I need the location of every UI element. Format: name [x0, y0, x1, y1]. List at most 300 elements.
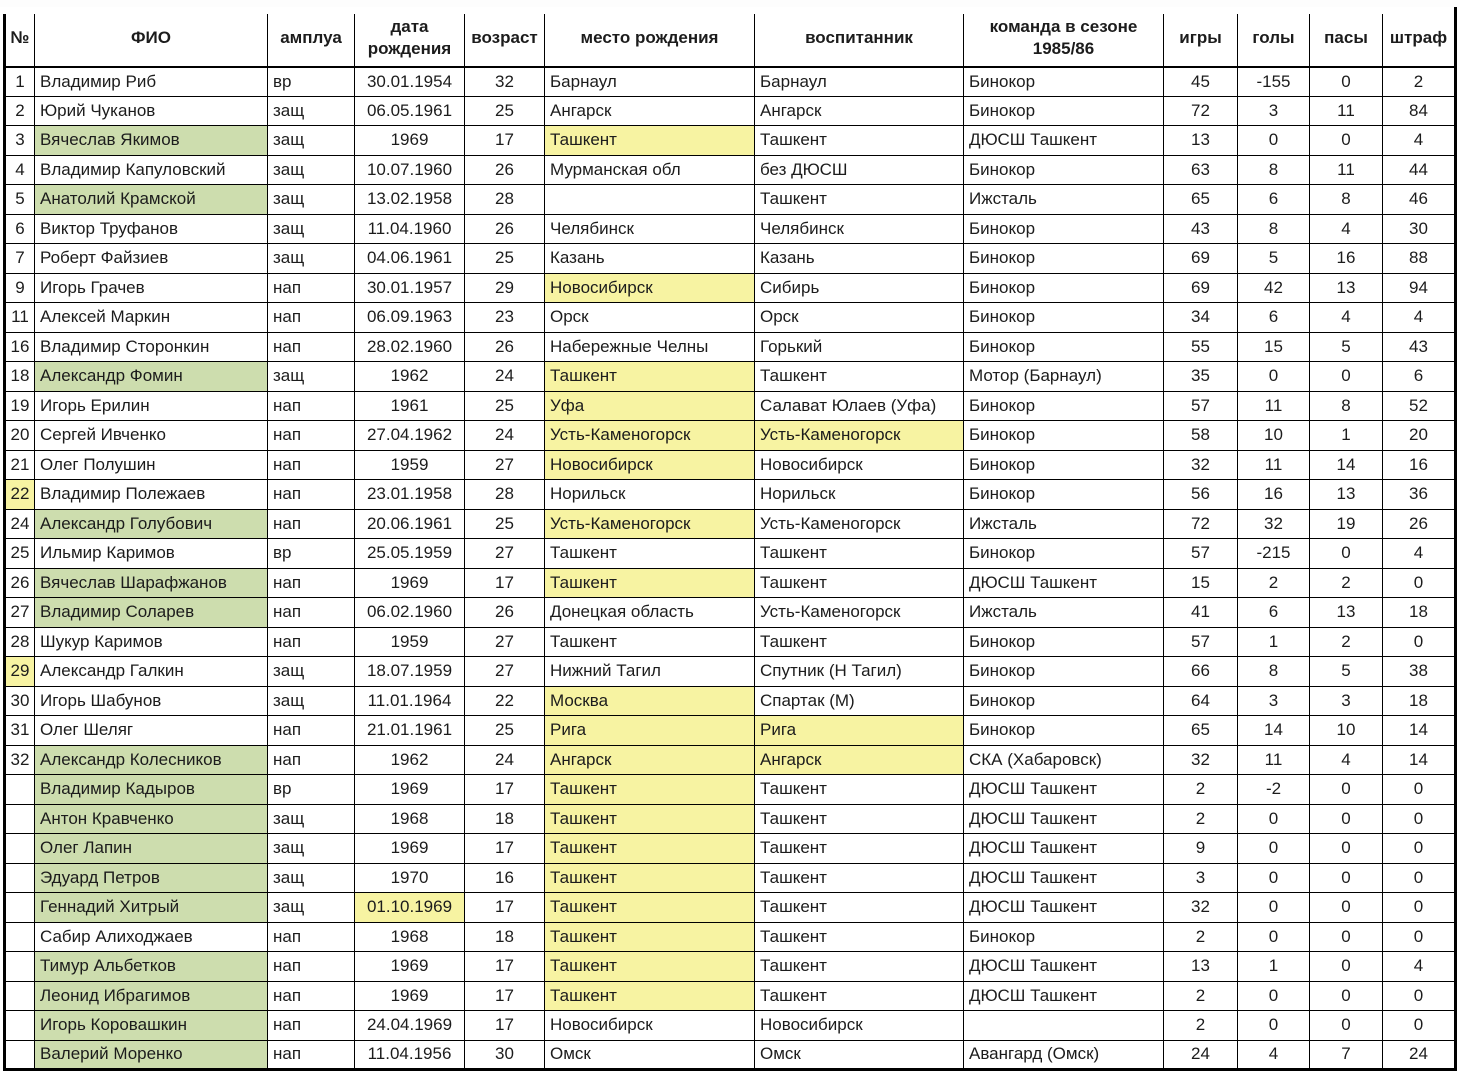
- cell-team[interactable]: ДЮСШ Ташкент: [964, 568, 1164, 598]
- cell-dob[interactable]: 25.05.1959: [355, 539, 465, 569]
- cell-birthplace[interactable]: Орск: [545, 303, 755, 333]
- cell-dob[interactable]: 06.09.1963: [355, 303, 465, 333]
- cell-pos[interactable]: нап: [268, 627, 355, 657]
- cell-dob[interactable]: 18.07.1959: [355, 657, 465, 687]
- cell-assists[interactable]: 8: [1310, 391, 1383, 421]
- cell-birthplace[interactable]: Уфа: [545, 391, 755, 421]
- cell-team[interactable]: Бинокор: [964, 450, 1164, 480]
- cell-age[interactable]: 17: [465, 834, 545, 864]
- cell-goals[interactable]: -215: [1238, 539, 1310, 569]
- cell-assists[interactable]: 0: [1310, 362, 1383, 392]
- col-header-goals[interactable]: голы: [1238, 9, 1310, 67]
- cell-team[interactable]: Бинокор: [964, 627, 1164, 657]
- cell-num[interactable]: 18: [5, 362, 35, 392]
- cell-name[interactable]: Александр Фомин: [35, 362, 268, 392]
- cell-pos[interactable]: защ: [268, 126, 355, 156]
- cell-birthplace[interactable]: Новосибирск: [545, 273, 755, 303]
- cell-pos[interactable]: нап: [268, 981, 355, 1011]
- col-header-age[interactable]: возраст: [465, 9, 545, 67]
- cell-num[interactable]: 7: [5, 244, 35, 274]
- cell-age[interactable]: 25: [465, 96, 545, 126]
- cell-num[interactable]: 6: [5, 214, 35, 244]
- cell-assists[interactable]: 0: [1310, 775, 1383, 805]
- cell-pos[interactable]: нап: [268, 421, 355, 451]
- cell-goals[interactable]: 2: [1238, 568, 1310, 598]
- cell-assists[interactable]: 2: [1310, 627, 1383, 657]
- cell-trainee[interactable]: Ташкент: [755, 834, 964, 864]
- cell-num[interactable]: [5, 804, 35, 834]
- cell-name[interactable]: Игорь Шабунов: [35, 686, 268, 716]
- cell-assists[interactable]: 2: [1310, 568, 1383, 598]
- cell-birthplace[interactable]: Рига: [545, 716, 755, 746]
- cell-dob[interactable]: 30.01.1954: [355, 67, 465, 97]
- cell-team[interactable]: ДЮСШ Ташкент: [964, 893, 1164, 923]
- cell-num[interactable]: 27: [5, 598, 35, 628]
- cell-birthplace[interactable]: Ташкент: [545, 863, 755, 893]
- cell-num[interactable]: [5, 863, 35, 893]
- cell-name[interactable]: Валерий Моренко: [35, 1040, 268, 1070]
- cell-age[interactable]: 26: [465, 598, 545, 628]
- cell-dob[interactable]: 20.06.1961: [355, 509, 465, 539]
- cell-birthplace[interactable]: Ангарск: [545, 96, 755, 126]
- cell-team[interactable]: Авангард (Омск): [964, 1040, 1164, 1070]
- cell-birthplace[interactable]: Ташкент: [545, 362, 755, 392]
- cell-name[interactable]: Антон Кравченко: [35, 804, 268, 834]
- cell-dob[interactable]: 1959: [355, 450, 465, 480]
- cell-dob[interactable]: 11.04.1956: [355, 1040, 465, 1070]
- cell-assists[interactable]: 0: [1310, 67, 1383, 97]
- cell-birthplace[interactable]: Ташкент: [545, 834, 755, 864]
- cell-age[interactable]: 16: [465, 863, 545, 893]
- cell-games[interactable]: 32: [1164, 893, 1238, 923]
- cell-team[interactable]: ДЮСШ Ташкент: [964, 863, 1164, 893]
- cell-age[interactable]: 27: [465, 450, 545, 480]
- cell-dob[interactable]: 1969: [355, 834, 465, 864]
- cell-games[interactable]: 43: [1164, 214, 1238, 244]
- cell-team[interactable]: Ижсталь: [964, 185, 1164, 215]
- cell-games[interactable]: 45: [1164, 67, 1238, 97]
- cell-team[interactable]: Мотор (Барнаул): [964, 362, 1164, 392]
- cell-penalty[interactable]: 88: [1383, 244, 1456, 274]
- cell-num[interactable]: [5, 922, 35, 952]
- cell-team[interactable]: Бинокор: [964, 539, 1164, 569]
- cell-dob[interactable]: 10.07.1960: [355, 155, 465, 185]
- cell-age[interactable]: 24: [465, 362, 545, 392]
- cell-trainee[interactable]: Ангарск: [755, 96, 964, 126]
- cell-team[interactable]: Бинокор: [964, 716, 1164, 746]
- cell-games[interactable]: 57: [1164, 539, 1238, 569]
- cell-name[interactable]: Александр Голубович: [35, 509, 268, 539]
- cell-penalty[interactable]: 0: [1383, 627, 1456, 657]
- cell-age[interactable]: 17: [465, 952, 545, 982]
- cell-pos[interactable]: защ: [268, 834, 355, 864]
- cell-birthplace[interactable]: Ташкент: [545, 775, 755, 805]
- cell-penalty[interactable]: 14: [1383, 716, 1456, 746]
- cell-age[interactable]: 27: [465, 657, 545, 687]
- cell-dob[interactable]: 1969: [355, 981, 465, 1011]
- cell-name[interactable]: Александр Колесников: [35, 745, 268, 775]
- cell-team[interactable]: [964, 1011, 1164, 1041]
- cell-trainee[interactable]: Ташкент: [755, 922, 964, 952]
- cell-trainee[interactable]: Орск: [755, 303, 964, 333]
- cell-team[interactable]: Бинокор: [964, 391, 1164, 421]
- cell-dob[interactable]: 27.04.1962: [355, 421, 465, 451]
- cell-age[interactable]: 25: [465, 716, 545, 746]
- cell-age[interactable]: 26: [465, 155, 545, 185]
- cell-games[interactable]: 63: [1164, 155, 1238, 185]
- cell-penalty[interactable]: 4: [1383, 126, 1456, 156]
- col-header-penalty[interactable]: штраф: [1383, 9, 1456, 67]
- cell-assists[interactable]: 0: [1310, 1011, 1383, 1041]
- cell-penalty[interactable]: 46: [1383, 185, 1456, 215]
- cell-penalty[interactable]: 24: [1383, 1040, 1456, 1070]
- cell-penalty[interactable]: 0: [1383, 834, 1456, 864]
- cell-goals[interactable]: 42: [1238, 273, 1310, 303]
- cell-assists[interactable]: 5: [1310, 657, 1383, 687]
- cell-goals[interactable]: 0: [1238, 893, 1310, 923]
- cell-trainee[interactable]: Казань: [755, 244, 964, 274]
- cell-games[interactable]: 2: [1164, 1011, 1238, 1041]
- cell-age[interactable]: 27: [465, 539, 545, 569]
- cell-assists[interactable]: 13: [1310, 480, 1383, 510]
- cell-dob[interactable]: 04.06.1961: [355, 244, 465, 274]
- cell-trainee[interactable]: Рига: [755, 716, 964, 746]
- cell-goals[interactable]: 16: [1238, 480, 1310, 510]
- cell-num[interactable]: 21: [5, 450, 35, 480]
- cell-trainee[interactable]: Норильск: [755, 480, 964, 510]
- cell-num[interactable]: [5, 834, 35, 864]
- cell-goals[interactable]: 15: [1238, 332, 1310, 362]
- cell-goals[interactable]: 11: [1238, 391, 1310, 421]
- cell-trainee[interactable]: Ташкент: [755, 863, 964, 893]
- cell-dob[interactable]: 1969: [355, 568, 465, 598]
- cell-goals[interactable]: 3: [1238, 686, 1310, 716]
- cell-team[interactable]: Бинокор: [964, 214, 1164, 244]
- cell-num[interactable]: 31: [5, 716, 35, 746]
- cell-team[interactable]: Ижсталь: [964, 598, 1164, 628]
- cell-dob[interactable]: 1969: [355, 126, 465, 156]
- cell-assists[interactable]: 7: [1310, 1040, 1383, 1070]
- cell-trainee[interactable]: Ташкент: [755, 893, 964, 923]
- cell-age[interactable]: 26: [465, 214, 545, 244]
- cell-goals[interactable]: 8: [1238, 155, 1310, 185]
- cell-goals[interactable]: 8: [1238, 657, 1310, 687]
- cell-goals[interactable]: 1: [1238, 627, 1310, 657]
- cell-trainee[interactable]: Ташкент: [755, 952, 964, 982]
- cell-goals[interactable]: 0: [1238, 981, 1310, 1011]
- cell-birthplace[interactable]: Донецкая область: [545, 598, 755, 628]
- cell-team[interactable]: ДЮСШ Ташкент: [964, 952, 1164, 982]
- cell-penalty[interactable]: 0: [1383, 893, 1456, 923]
- cell-num[interactable]: [5, 893, 35, 923]
- cell-team[interactable]: ДЮСШ Ташкент: [964, 775, 1164, 805]
- cell-assists[interactable]: 0: [1310, 539, 1383, 569]
- cell-assists[interactable]: 0: [1310, 804, 1383, 834]
- cell-penalty[interactable]: 20: [1383, 421, 1456, 451]
- cell-pos[interactable]: защ: [268, 185, 355, 215]
- cell-name[interactable]: Алексей Маркин: [35, 303, 268, 333]
- cell-name[interactable]: Владимир Капуловский: [35, 155, 268, 185]
- cell-pos[interactable]: защ: [268, 804, 355, 834]
- cell-name[interactable]: Роберт Файзиев: [35, 244, 268, 274]
- cell-assists[interactable]: 3: [1310, 686, 1383, 716]
- cell-name[interactable]: Ильмир Каримов: [35, 539, 268, 569]
- cell-birthplace[interactable]: Ташкент: [545, 568, 755, 598]
- cell-dob[interactable]: 1968: [355, 804, 465, 834]
- cell-name[interactable]: Сабир Алиходжаев: [35, 922, 268, 952]
- cell-assists[interactable]: 10: [1310, 716, 1383, 746]
- cell-pos[interactable]: нап: [268, 332, 355, 362]
- cell-dob[interactable]: 01.10.1969: [355, 893, 465, 923]
- col-header-birthplace[interactable]: место рождения: [545, 9, 755, 67]
- cell-penalty[interactable]: 0: [1383, 922, 1456, 952]
- cell-pos[interactable]: защ: [268, 657, 355, 687]
- cell-num[interactable]: 4: [5, 155, 35, 185]
- cell-penalty[interactable]: 0: [1383, 863, 1456, 893]
- cell-trainee[interactable]: Усть-Каменогорск: [755, 598, 964, 628]
- cell-trainee[interactable]: Спартак (М): [755, 686, 964, 716]
- cell-assists[interactable]: 0: [1310, 952, 1383, 982]
- cell-num[interactable]: 28: [5, 627, 35, 657]
- cell-games[interactable]: 2: [1164, 775, 1238, 805]
- cell-trainee[interactable]: Омск: [755, 1040, 964, 1070]
- cell-num[interactable]: 22: [5, 480, 35, 510]
- cell-dob[interactable]: 1970: [355, 863, 465, 893]
- cell-assists[interactable]: 13: [1310, 273, 1383, 303]
- cell-trainee[interactable]: Ташкент: [755, 185, 964, 215]
- col-header-assists[interactable]: пасы: [1310, 9, 1383, 67]
- cell-penalty[interactable]: 84: [1383, 96, 1456, 126]
- cell-penalty[interactable]: 38: [1383, 657, 1456, 687]
- cell-pos[interactable]: нап: [268, 922, 355, 952]
- cell-trainee[interactable]: Ташкент: [755, 981, 964, 1011]
- cell-assists[interactable]: 16: [1310, 244, 1383, 274]
- cell-name[interactable]: Эдуард Петров: [35, 863, 268, 893]
- cell-trainee[interactable]: Горький: [755, 332, 964, 362]
- cell-birthplace[interactable]: Нижний Тагил: [545, 657, 755, 687]
- cell-assists[interactable]: 4: [1310, 745, 1383, 775]
- cell-games[interactable]: 55: [1164, 332, 1238, 362]
- cell-goals[interactable]: 0: [1238, 834, 1310, 864]
- cell-games[interactable]: 3: [1164, 863, 1238, 893]
- cell-trainee[interactable]: Ангарск: [755, 745, 964, 775]
- cell-penalty[interactable]: 52: [1383, 391, 1456, 421]
- cell-age[interactable]: 24: [465, 745, 545, 775]
- cell-age[interactable]: 28: [465, 185, 545, 215]
- cell-goals[interactable]: 0: [1238, 126, 1310, 156]
- cell-team[interactable]: ДЮСШ Ташкент: [964, 804, 1164, 834]
- col-header-name[interactable]: ФИО: [35, 9, 268, 67]
- cell-name[interactable]: Вячеслав Якимов: [35, 126, 268, 156]
- col-header-team[interactable]: команда в сезоне 1985/86: [964, 9, 1164, 67]
- cell-goals[interactable]: 0: [1238, 804, 1310, 834]
- cell-penalty[interactable]: 0: [1383, 981, 1456, 1011]
- cell-birthplace[interactable]: Барнаул: [545, 67, 755, 97]
- cell-birthplace[interactable]: Набережные Челны: [545, 332, 755, 362]
- cell-assists[interactable]: 8: [1310, 185, 1383, 215]
- cell-goals[interactable]: 0: [1238, 922, 1310, 952]
- cell-games[interactable]: 24: [1164, 1040, 1238, 1070]
- cell-penalty[interactable]: 94: [1383, 273, 1456, 303]
- cell-birthplace[interactable]: Ташкент: [545, 981, 755, 1011]
- cell-games[interactable]: 64: [1164, 686, 1238, 716]
- cell-team[interactable]: Бинокор: [964, 686, 1164, 716]
- cell-games[interactable]: 65: [1164, 716, 1238, 746]
- cell-name[interactable]: Владимир Сторонкин: [35, 332, 268, 362]
- col-header-games[interactable]: игры: [1164, 9, 1238, 67]
- cell-penalty[interactable]: 0: [1383, 804, 1456, 834]
- cell-penalty[interactable]: 26: [1383, 509, 1456, 539]
- cell-goals[interactable]: 0: [1238, 863, 1310, 893]
- cell-goals[interactable]: 32: [1238, 509, 1310, 539]
- cell-age[interactable]: 32: [465, 67, 545, 97]
- cell-name[interactable]: Сергей Ивченко: [35, 421, 268, 451]
- cell-birthplace[interactable]: Ташкент: [545, 126, 755, 156]
- cell-goals[interactable]: 8: [1238, 214, 1310, 244]
- cell-games[interactable]: 35: [1164, 362, 1238, 392]
- cell-assists[interactable]: 0: [1310, 981, 1383, 1011]
- cell-name[interactable]: Тимур Альбетков: [35, 952, 268, 982]
- cell-trainee[interactable]: Усть-Каменогорск: [755, 509, 964, 539]
- cell-goals[interactable]: 5: [1238, 244, 1310, 274]
- cell-trainee[interactable]: Ташкент: [755, 775, 964, 805]
- cell-goals[interactable]: 1: [1238, 952, 1310, 982]
- col-header-pos[interactable]: амплуа: [268, 9, 355, 67]
- cell-age[interactable]: 17: [465, 981, 545, 1011]
- cell-dob[interactable]: 21.01.1961: [355, 716, 465, 746]
- cell-assists[interactable]: 4: [1310, 214, 1383, 244]
- cell-num[interactable]: 5: [5, 185, 35, 215]
- cell-games[interactable]: 13: [1164, 952, 1238, 982]
- cell-age[interactable]: 24: [465, 421, 545, 451]
- cell-trainee[interactable]: Ташкент: [755, 804, 964, 834]
- cell-trainee[interactable]: Салават Юлаев (Уфа): [755, 391, 964, 421]
- cell-num[interactable]: [5, 952, 35, 982]
- cell-pos[interactable]: защ: [268, 362, 355, 392]
- cell-num[interactable]: 29: [5, 657, 35, 687]
- cell-name[interactable]: Владимир Кадыров: [35, 775, 268, 805]
- cell-penalty[interactable]: 6: [1383, 362, 1456, 392]
- cell-assists[interactable]: 13: [1310, 598, 1383, 628]
- cell-trainee[interactable]: без ДЮСШ: [755, 155, 964, 185]
- cell-name[interactable]: Владимир Соларев: [35, 598, 268, 628]
- cell-dob[interactable]: 30.01.1957: [355, 273, 465, 303]
- cell-dob[interactable]: 1959: [355, 627, 465, 657]
- cell-pos[interactable]: защ: [268, 863, 355, 893]
- cell-team[interactable]: Ижсталь: [964, 509, 1164, 539]
- cell-age[interactable]: 25: [465, 391, 545, 421]
- cell-name[interactable]: Шукур Каримов: [35, 627, 268, 657]
- cell-name[interactable]: Владимир Риб: [35, 67, 268, 97]
- cell-assists[interactable]: 0: [1310, 922, 1383, 952]
- cell-assists[interactable]: 19: [1310, 509, 1383, 539]
- cell-pos[interactable]: вр: [268, 67, 355, 97]
- cell-num[interactable]: 16: [5, 332, 35, 362]
- cell-age[interactable]: 26: [465, 332, 545, 362]
- cell-name[interactable]: Владимир Полежаев: [35, 480, 268, 510]
- cell-age[interactable]: 22: [465, 686, 545, 716]
- cell-name[interactable]: Вячеслав Шарафжанов: [35, 568, 268, 598]
- cell-dob[interactable]: 11.01.1964: [355, 686, 465, 716]
- cell-penalty[interactable]: 2: [1383, 67, 1456, 97]
- cell-games[interactable]: 66: [1164, 657, 1238, 687]
- cell-games[interactable]: 32: [1164, 745, 1238, 775]
- cell-name[interactable]: Александр Галкин: [35, 657, 268, 687]
- cell-assists[interactable]: 11: [1310, 96, 1383, 126]
- cell-goals[interactable]: -155: [1238, 67, 1310, 97]
- cell-pos[interactable]: вр: [268, 775, 355, 805]
- cell-games[interactable]: 69: [1164, 273, 1238, 303]
- cell-age[interactable]: 29: [465, 273, 545, 303]
- cell-assists[interactable]: 0: [1310, 126, 1383, 156]
- cell-pos[interactable]: нап: [268, 1011, 355, 1041]
- cell-num[interactable]: 2: [5, 96, 35, 126]
- cell-penalty[interactable]: 0: [1383, 568, 1456, 598]
- cell-trainee[interactable]: Ташкент: [755, 627, 964, 657]
- cell-assists[interactable]: 0: [1310, 893, 1383, 923]
- cell-dob[interactable]: 24.04.1969: [355, 1011, 465, 1041]
- cell-birthplace[interactable]: Ташкент: [545, 539, 755, 569]
- cell-age[interactable]: 17: [465, 1011, 545, 1041]
- cell-birthplace[interactable]: Ташкент: [545, 922, 755, 952]
- cell-age[interactable]: 25: [465, 509, 545, 539]
- cell-age[interactable]: 18: [465, 804, 545, 834]
- cell-games[interactable]: 69: [1164, 244, 1238, 274]
- cell-pos[interactable]: вр: [268, 539, 355, 569]
- cell-penalty[interactable]: 0: [1383, 775, 1456, 805]
- cell-birthplace[interactable]: Новосибирск: [545, 1011, 755, 1041]
- cell-trainee[interactable]: Ташкент: [755, 568, 964, 598]
- cell-penalty[interactable]: 4: [1383, 539, 1456, 569]
- cell-age[interactable]: 28: [465, 480, 545, 510]
- cell-games[interactable]: 57: [1164, 627, 1238, 657]
- cell-team[interactable]: Бинокор: [964, 67, 1164, 97]
- cell-birthplace[interactable]: Ангарск: [545, 745, 755, 775]
- cell-games[interactable]: 13: [1164, 126, 1238, 156]
- cell-num[interactable]: 30: [5, 686, 35, 716]
- cell-num[interactable]: [5, 1040, 35, 1070]
- cell-goals[interactable]: -2: [1238, 775, 1310, 805]
- cell-age[interactable]: 25: [465, 244, 545, 274]
- cell-name[interactable]: Виктор Труфанов: [35, 214, 268, 244]
- col-header-dob[interactable]: дата рождения: [355, 9, 465, 67]
- cell-age[interactable]: 17: [465, 775, 545, 805]
- cell-goals[interactable]: 6: [1238, 185, 1310, 215]
- cell-penalty[interactable]: 44: [1383, 155, 1456, 185]
- col-header-trainee[interactable]: воспитанник: [755, 9, 964, 67]
- cell-num[interactable]: 20: [5, 421, 35, 451]
- cell-games[interactable]: 41: [1164, 598, 1238, 628]
- cell-num[interactable]: 9: [5, 273, 35, 303]
- cell-dob[interactable]: 11.04.1960: [355, 214, 465, 244]
- cell-games[interactable]: 2: [1164, 804, 1238, 834]
- cell-penalty[interactable]: 4: [1383, 303, 1456, 333]
- cell-goals[interactable]: 6: [1238, 598, 1310, 628]
- cell-goals[interactable]: 14: [1238, 716, 1310, 746]
- cell-assists[interactable]: 11: [1310, 155, 1383, 185]
- cell-goals[interactable]: 10: [1238, 421, 1310, 451]
- cell-pos[interactable]: защ: [268, 893, 355, 923]
- cell-team[interactable]: Бинокор: [964, 155, 1164, 185]
- cell-dob[interactable]: 1961: [355, 391, 465, 421]
- cell-games[interactable]: 72: [1164, 509, 1238, 539]
- cell-games[interactable]: 9: [1164, 834, 1238, 864]
- cell-games[interactable]: 15: [1164, 568, 1238, 598]
- cell-games[interactable]: 65: [1164, 185, 1238, 215]
- cell-games[interactable]: 2: [1164, 922, 1238, 952]
- cell-penalty[interactable]: 30: [1383, 214, 1456, 244]
- cell-dob[interactable]: 23.01.1958: [355, 480, 465, 510]
